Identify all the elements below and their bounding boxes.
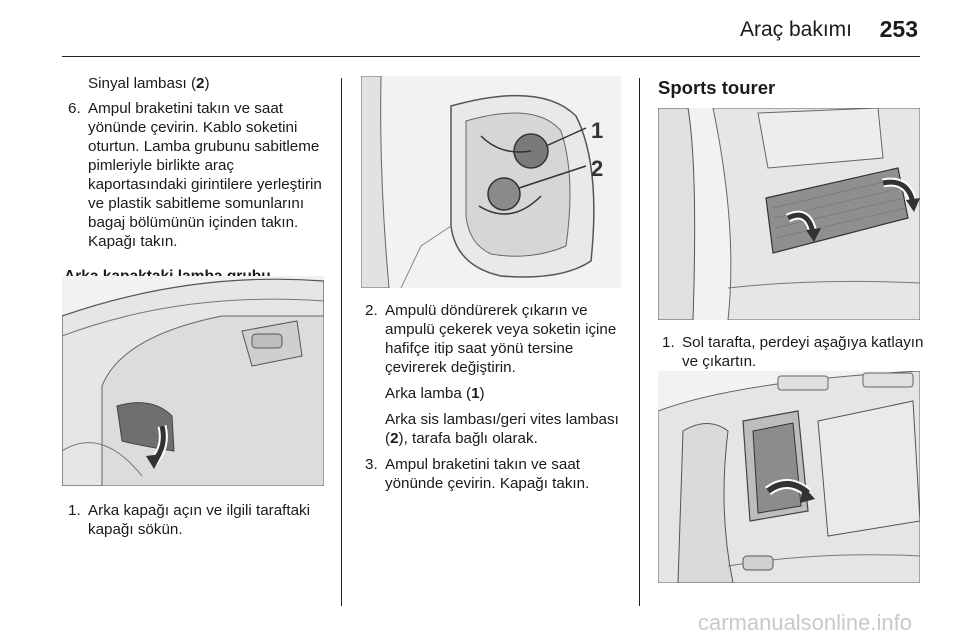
fog-lamp-line: Arka sis lambası/geri vites lambası (2), tarafa bağlı olarak. [385, 411, 619, 447]
watermark: carmanualsonline.info [697, 610, 912, 635]
step-6: 6. Ampul braketini takın ve saat yönünde çevirin. Kablo soketini oturtun. Lamba grubunu sabitleme pimleriyle birlikte araç kaportasındaki girintilere yerleştirin ve plastik sabitleme somunlarını bagaj bölümünün içinden takın. Kapağı takın. [68, 100, 322, 250]
step-1-sports-tourer: 1. Sol tarafta, perdeyi aşağıya katlayın ve çıkartın. [662, 334, 924, 370]
column-divider-1 [341, 78, 342, 606]
left-step-1 [64, 501, 328, 539]
signal-lamp-line: Sinyal lambası (2) [88, 75, 210, 92]
figure-callout-2: 2 [591, 156, 604, 181]
right-step-1 [658, 333, 928, 371]
step-3: 3. Ampul braketini takın ve saat yönünde çevirin. Kapağı takın. [365, 456, 590, 492]
figure-side-cover [658, 371, 920, 583]
page-number: 253 [879, 16, 918, 42]
figure-tailgate [62, 276, 324, 486]
figure-callout-1: 1 [591, 118, 604, 143]
column-divider-2 [639, 78, 640, 606]
right-column-heading [658, 78, 928, 97]
header-title: Araç bakımı [739, 18, 852, 41]
tailgate-illustration [62, 276, 324, 486]
middle-column [361, 301, 629, 493]
side-cover-illustration [658, 371, 920, 583]
lamp-bulbs-illustration [361, 76, 621, 288]
curtain-fold-illustration [658, 108, 920, 320]
rear-lamp-line: Arka lamba (1) [385, 385, 485, 402]
step-2: 2. Ampulü döndürerek çıkarın ve ampulü çekerek veya soketin içine hafifçe itip saat yönü tersine çevirerek değiştirin. [365, 302, 617, 376]
header-rule [62, 56, 920, 57]
step-1-tailgate: 1. Arka kapağı açın ve ilgili taraftaki kapağı sökün. [68, 502, 311, 538]
section-heading-sports-tourer: Sports tourer [658, 77, 776, 98]
figure-curtain-fold [658, 108, 920, 320]
figure-lamp-bulbs [361, 76, 621, 288]
left-column [64, 74, 328, 286]
page-header [0, 0, 960, 56]
